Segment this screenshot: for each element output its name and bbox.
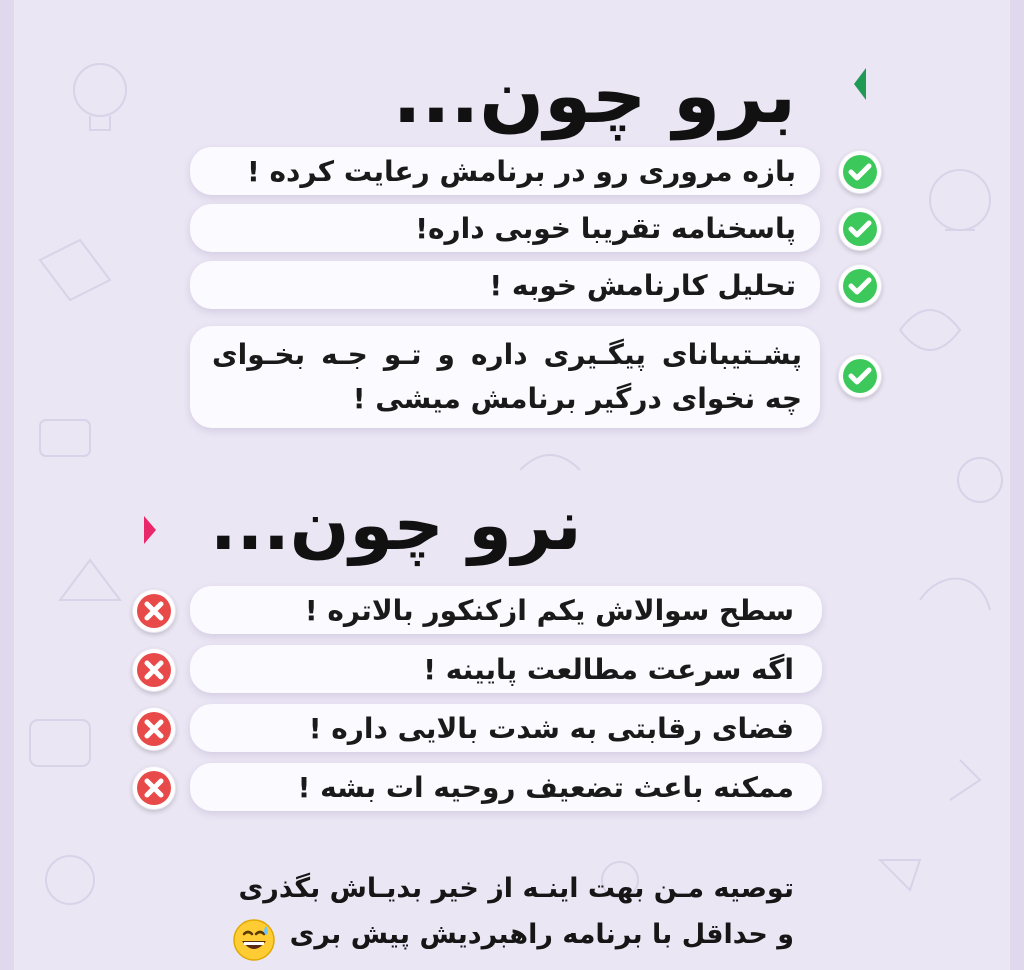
right-edge-shade <box>1010 0 1024 970</box>
footer-line-2: و حداقل با برنامه راهبردیش پیش بری <box>289 919 794 950</box>
grinning-sweat-emoji-icon <box>232 918 276 962</box>
go-item-4-text: پشـتیبانای پیگـیری داره و تـو جـه بخـوای چه نخوای درگیر برنامش میشی ! <box>212 338 802 415</box>
check-icon <box>838 264 882 308</box>
go-item-3-text: تحلیل کارنامش خوبه ! <box>489 268 796 302</box>
go-item-1-text: بازه مروری رو در برنامش رعایت کرده ! <box>246 154 796 188</box>
go-item-4 <box>190 326 820 428</box>
cross-icon <box>132 589 176 633</box>
nogo-section-title: نرو چون... <box>210 484 582 566</box>
cross-icon <box>132 766 176 810</box>
nogo-item-2 <box>190 645 822 693</box>
nogo-item-1-text: سطح سوالاش یکم ازکنکور بالاتره ! <box>304 593 794 627</box>
left-edge-shade <box>0 0 14 970</box>
nogo-section-marker <box>142 512 158 548</box>
check-icon <box>838 354 882 398</box>
footer-recommendation <box>194 866 794 958</box>
check-icon <box>838 150 882 194</box>
nogo-item-4-text: ممکنه باعث تضعیف روحیه ات بشه ! <box>297 770 794 804</box>
go-item-2-text: پاسخنامه تقریبا خوبی داره! <box>415 211 796 245</box>
go-item-1 <box>190 147 820 195</box>
go-section-title: برو چون... <box>392 51 796 140</box>
nogo-item-2-text: اگه سرعت مطالعت پایینه ! <box>423 652 794 686</box>
nogo-item-3 <box>190 704 822 752</box>
go-item-2 <box>190 204 820 252</box>
nogo-item-4 <box>190 763 822 811</box>
footer-line-1: توصیه مـن بهت اینـه از خیر بدیـاش بگذری <box>238 873 794 904</box>
cross-icon <box>132 707 176 751</box>
nogo-item-1 <box>190 586 822 634</box>
cross-icon <box>132 648 176 692</box>
go-section-marker <box>852 66 868 102</box>
go-item-3 <box>190 261 820 309</box>
check-icon <box>838 207 882 251</box>
nogo-item-3-text: فضای رقابتی به شدت بالایی داره ! <box>308 711 794 745</box>
